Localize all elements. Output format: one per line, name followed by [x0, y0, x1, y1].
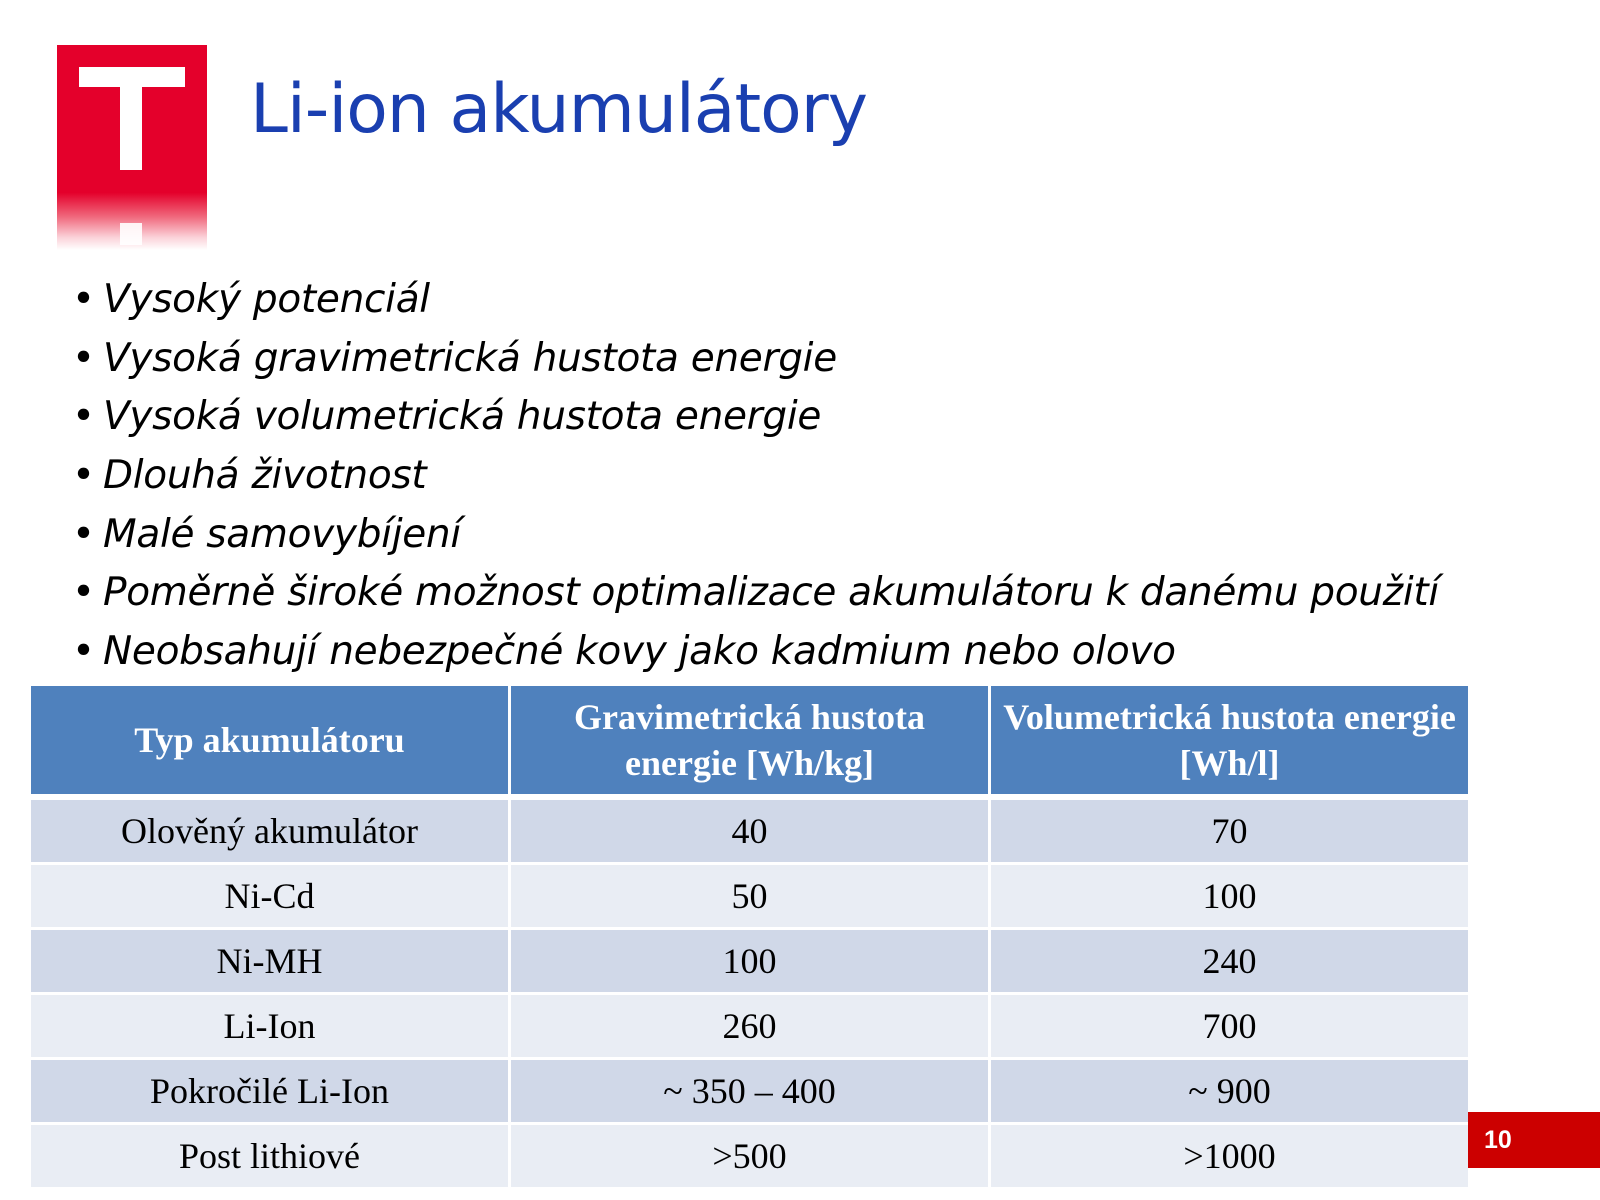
table-cell: Post lithiové — [30, 1124, 510, 1189]
table-header-row — [30, 685, 1470, 798]
column-header-type: Typ akumulátoru — [30, 685, 510, 798]
table-cell: Ni-MH — [30, 929, 510, 994]
page-title: Li-ion akumulátory — [250, 70, 867, 149]
bullet-text: Vysoká volumetrická hustota energie — [103, 394, 822, 440]
bullet-item — [72, 446, 1439, 505]
bullet-text: Vysoký potenciál — [103, 276, 430, 322]
bullet-icon: • — [72, 335, 96, 381]
bullet-item — [72, 505, 1439, 564]
table-cell: 100 — [510, 929, 990, 994]
table-cell: ~ 350 – 400 — [510, 1059, 990, 1124]
table-cell: 70 — [990, 797, 1470, 864]
bullet-icon: • — [72, 628, 96, 674]
bullet-item — [72, 270, 1439, 329]
bullet-text: Neobsahují nebezpečné kovy jako kadmium nebo olovo — [103, 628, 1176, 674]
table-row — [30, 929, 1470, 994]
table-cell: Olověný akumulátor — [30, 797, 510, 864]
bullet-icon: • — [72, 394, 96, 440]
table-row — [30, 797, 1470, 864]
table-row — [30, 1059, 1470, 1124]
bullet-icon: • — [72, 511, 96, 557]
table-cell: Li-Ion — [30, 994, 510, 1059]
table-cell: 50 — [510, 864, 990, 929]
bullet-text: Malé samovybíjení — [103, 511, 461, 557]
t-logo-icon — [57, 45, 207, 250]
university-logo — [57, 45, 207, 250]
bullet-item — [72, 329, 1439, 388]
bullet-icon: • — [72, 276, 96, 322]
energy-density-table — [28, 683, 1471, 1190]
bullet-text: Vysoká gravimetrická hustota energie — [103, 335, 837, 381]
table-cell: 100 — [990, 864, 1470, 929]
table-cell: Pokročilé Li-Ion — [30, 1059, 510, 1124]
bullet-item — [72, 563, 1439, 622]
table-cell: 40 — [510, 797, 990, 864]
table-cell: Ni-Cd — [30, 864, 510, 929]
bullet-icon: • — [72, 570, 96, 616]
bullet-list — [72, 270, 1439, 681]
bullet-icon: • — [72, 452, 96, 498]
column-header-volumetric: Volumetrická hustota energie [Wh/l] — [990, 685, 1470, 798]
column-header-gravimetric: Gravimetrická hustota energie [Wh/kg] — [510, 685, 990, 798]
table-row — [30, 864, 1470, 929]
table-row — [30, 994, 1470, 1059]
table-cell: >500 — [510, 1124, 990, 1189]
table-cell: 700 — [990, 994, 1470, 1059]
bullet-item — [72, 387, 1439, 446]
page-number-badge: 10 — [1468, 1112, 1600, 1168]
bullet-text: Poměrně široké možnost optimalizace akumulátoru k danému použití — [103, 570, 1439, 616]
table-cell: 240 — [990, 929, 1470, 994]
bullet-text: Dlouhá životnost — [103, 452, 427, 498]
table-cell: 260 — [510, 994, 990, 1059]
table-row — [30, 1124, 1470, 1189]
table-cell: >1000 — [990, 1124, 1470, 1189]
bullet-item — [72, 622, 1439, 681]
table-cell: ~ 900 — [990, 1059, 1470, 1124]
